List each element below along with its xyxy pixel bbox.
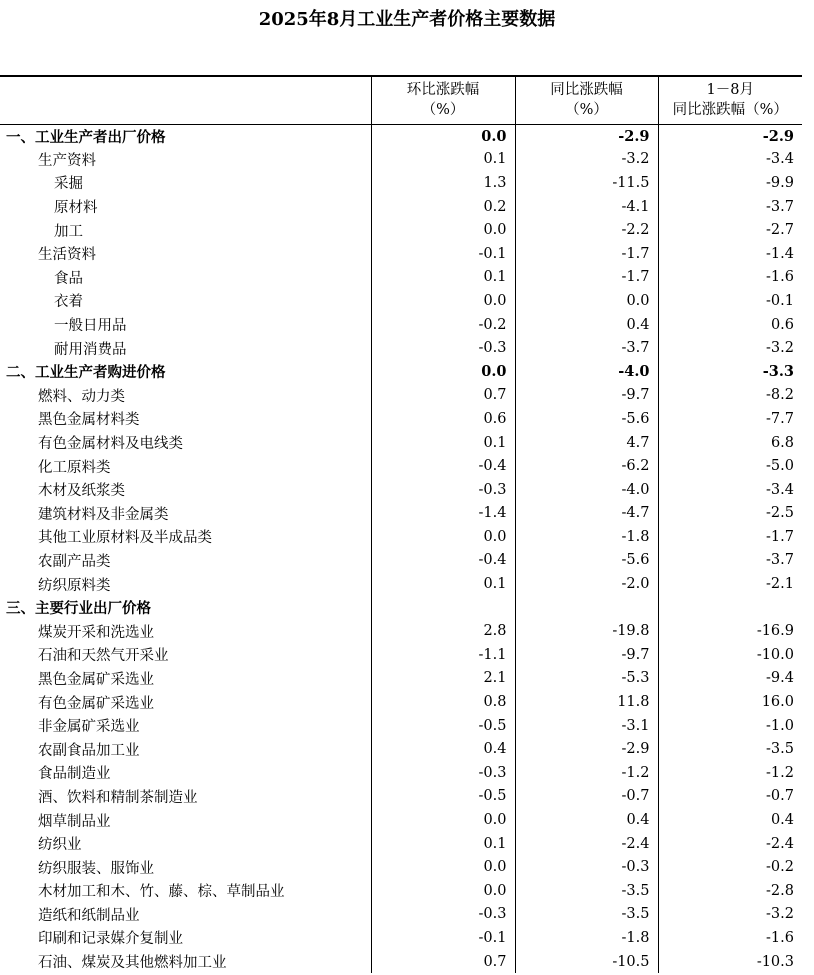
row-name: 纺织服装、服饰业 [38,860,154,877]
row-name: 黑色金属矿采选业 [38,671,154,688]
row-yoy-value [515,596,658,620]
table-row [0,454,802,478]
row-yoy-value: -6.2 [515,454,658,478]
row-name: 衣着 [54,294,83,311]
row-mom-value: 0.1 [371,832,515,856]
row-yoy-value: -0.7 [515,785,658,809]
row-yoy-value: -3.1 [515,714,658,738]
row-ytd-value [658,596,802,620]
row-ytd-value: -2.4 [658,832,802,856]
row-name: 采掘 [54,176,83,193]
table-row [0,903,802,927]
row-yoy-value: -5.6 [515,407,658,431]
row-mom-value: -0.3 [371,478,515,502]
row-yoy-value: -4.0 [515,360,658,384]
row-name: 有色金属材料及电线类 [38,436,183,453]
row-yoy-value: -1.2 [515,761,658,785]
table-row [0,525,802,549]
row-mom-value: 0.7 [371,950,515,974]
row-yoy-value: -3.7 [515,336,658,360]
table-row [0,171,802,195]
row-name: 烟草制品业 [38,813,111,830]
table-row [0,643,802,667]
row-mom-value: -0.3 [371,336,515,360]
row-yoy-value: -2.0 [515,572,658,596]
table-row [0,431,802,455]
table-row [0,879,802,903]
table-row [0,502,802,526]
header-yoy-line1: 同比涨跌幅 [550,82,623,99]
row-mom-value: 0.0 [371,855,515,879]
row-yoy-value: -3.5 [515,879,658,903]
header-mom [371,76,515,124]
row-mom-value: 0.6 [371,407,515,431]
row-ytd-value: -2.5 [658,502,802,526]
row-name: 二、工业生产者购进价格 [6,364,166,382]
row-yoy-value: -1.7 [515,242,658,266]
table-row [0,549,802,573]
row-ytd-value: -0.2 [658,855,802,879]
row-yoy-value: 11.8 [515,690,658,714]
row-name: 耐用消费品 [54,341,127,358]
row-mom-value: 0.8 [371,690,515,714]
row-ytd-value: -3.7 [658,195,802,219]
row-ytd-value: -3.4 [658,478,802,502]
row-name: 三、主要行业出厂价格 [6,600,151,618]
row-yoy-value: -5.3 [515,667,658,691]
row-name: 纺织业 [38,837,82,854]
header-yoy-line2: （%） [565,102,608,119]
table-row [0,808,802,832]
row-yoy-value: -1.8 [515,926,658,950]
row-name: 非金属矿采选业 [38,719,140,736]
row-name: 生产资料 [38,152,96,169]
row-mom-value: 0.0 [371,124,515,148]
row-mom-value: -0.2 [371,313,515,337]
row-ytd-value: -10.0 [658,643,802,667]
row-mom-value: 0.1 [371,266,515,290]
row-mom-value: 0.0 [371,879,515,903]
row-mom-value: -1.1 [371,643,515,667]
row-ytd-value: -1.7 [658,525,802,549]
row-ytd-value: -3.7 [658,549,802,573]
row-yoy-value: -3.2 [515,148,658,172]
row-ytd-value: -2.9 [658,124,802,148]
row-name: 生活资料 [38,247,96,264]
row-name: 食品制造业 [38,766,111,783]
row-name: 一、工业生产者出厂价格 [6,128,166,146]
row-mom-value: -0.4 [371,454,515,478]
row-name: 造纸和纸制品业 [38,907,140,924]
row-yoy-value: -2.9 [515,737,658,761]
row-yoy-value: -2.9 [515,124,658,148]
row-name: 木材加工和木、竹、藤、棕、草制品业 [38,884,285,901]
table-row [0,266,802,290]
row-ytd-value: 16.0 [658,690,802,714]
row-yoy-value: -19.8 [515,619,658,643]
row-ytd-value: -8.2 [658,384,802,408]
row-ytd-value: -9.4 [658,667,802,691]
row-ytd-value: 6.8 [658,431,802,455]
row-mom-value: 0.1 [371,431,515,455]
row-ytd-value: -1.6 [658,266,802,290]
row-mom-value [371,596,515,620]
table-row [0,714,802,738]
row-name: 加工 [54,223,83,240]
header-mom-line1: 环比涨跌幅 [406,82,480,99]
row-ytd-value: -1.2 [658,761,802,785]
table-row [0,313,802,337]
row-yoy-value: -4.1 [515,195,658,219]
row-name: 煤炭开采和洗选业 [38,624,154,641]
row-yoy-value: -4.7 [515,502,658,526]
table-row [0,384,802,408]
table-row [0,926,802,950]
row-mom-value: 0.0 [371,218,515,242]
table-row [0,690,802,714]
table-header-row [0,76,802,124]
row-name: 化工原料类 [38,459,111,476]
row-mom-value: -0.1 [371,242,515,266]
row-name: 其他工业原材料及半成品类 [38,530,212,547]
row-mom-value: 0.0 [371,289,515,313]
row-name: 燃料、动力类 [38,388,125,405]
table-row [0,785,802,809]
table-row [0,761,802,785]
row-ytd-value: -0.1 [658,289,802,313]
row-ytd-value: -2.1 [658,572,802,596]
price-data-table [0,75,802,973]
row-yoy-value: -1.8 [515,525,658,549]
row-yoy-value: 0.4 [515,313,658,337]
row-ytd-value: -9.9 [658,171,802,195]
row-name: 印刷和记录媒介复制业 [38,931,183,948]
row-mom-value: 0.1 [371,148,515,172]
row-mom-value: 0.0 [371,360,515,384]
table-row [0,478,802,502]
row-name: 农副食品加工业 [38,742,140,759]
row-yoy-value: 4.7 [515,431,658,455]
header-mom-line2: （%） [421,102,465,119]
row-name: 农副产品类 [38,553,111,570]
table-row [0,855,802,879]
row-mom-value: -0.5 [371,785,515,809]
row-ytd-value: -10.3 [658,950,802,974]
row-yoy-value: -0.3 [515,855,658,879]
row-mom-value: -0.3 [371,761,515,785]
row-ytd-value: -3.2 [658,903,802,927]
table-row [0,242,802,266]
row-mom-value: 0.0 [371,808,515,832]
row-name: 有色金属矿采选业 [38,695,154,712]
row-mom-value: 2.8 [371,619,515,643]
row-mom-value: -0.3 [371,903,515,927]
row-mom-value: 2.1 [371,667,515,691]
row-yoy-value: -4.0 [515,478,658,502]
row-name: 石油和天然气开采业 [38,648,169,665]
header-ytd-line2: 同比涨跌幅（%） [672,102,788,119]
table-row [0,572,802,596]
table-row [0,950,802,974]
table-row [0,124,802,148]
page-title: 2025年8月工业生产者价格主要数据 [258,9,556,30]
row-mom-value: -0.5 [371,714,515,738]
row-name: 纺织原料类 [38,577,111,594]
row-mom-value: 0.2 [371,195,515,219]
row-ytd-value: 0.4 [658,808,802,832]
row-mom-value: 0.1 [371,572,515,596]
row-yoy-value: 0.4 [515,808,658,832]
row-yoy-value: -3.5 [515,903,658,927]
table-row [0,407,802,431]
row-name: 建筑材料及非金属类 [38,506,169,523]
row-name: 黑色金属材料类 [38,412,140,429]
row-mom-value: 0.4 [371,737,515,761]
row-ytd-value: -1.6 [658,926,802,950]
header-blank [0,76,371,124]
row-name: 酒、饮料和精制茶制造业 [38,789,198,806]
row-yoy-value: -5.6 [515,549,658,573]
row-yoy-value: -1.7 [515,266,658,290]
row-ytd-value: -3.5 [658,737,802,761]
table-row [0,667,802,691]
row-mom-value: 0.0 [371,525,515,549]
row-name: 木材及纸浆类 [38,483,125,500]
table-row [0,195,802,219]
row-yoy-value: -9.7 [515,643,658,667]
row-ytd-value: -0.7 [658,785,802,809]
table-row [0,148,802,172]
row-name: 石油、煤炭及其他燃料加工业 [38,955,227,972]
row-yoy-value: -10.5 [515,950,658,974]
row-ytd-value: -3.4 [658,148,802,172]
row-yoy-value: -11.5 [515,171,658,195]
row-mom-value: -1.4 [371,502,515,526]
row-name: 食品 [54,270,83,287]
row-ytd-value: -1.4 [658,242,802,266]
table-row [0,218,802,242]
row-ytd-value: -3.3 [658,360,802,384]
row-yoy-value: -2.2 [515,218,658,242]
row-ytd-value: -7.7 [658,407,802,431]
row-yoy-value: 0.0 [515,289,658,313]
table-row [0,336,802,360]
row-ytd-value: -2.7 [658,218,802,242]
header-yoy [515,76,658,124]
header-ytd-line1: 1－8月 [706,82,754,99]
table-row [0,360,802,384]
table-row [0,596,802,620]
row-ytd-value: -2.8 [658,879,802,903]
row-ytd-value: -16.9 [658,619,802,643]
row-yoy-value: -2.4 [515,832,658,856]
table-row [0,737,802,761]
row-name: 一般日用品 [54,318,127,335]
row-ytd-value: -3.2 [658,336,802,360]
row-mom-value: -0.1 [371,926,515,950]
table-row [0,289,802,313]
table-row [0,619,802,643]
row-ytd-value: -1.0 [658,714,802,738]
row-yoy-value: -9.7 [515,384,658,408]
row-ytd-value: 0.6 [658,313,802,337]
row-mom-value: 0.7 [371,384,515,408]
row-name: 原材料 [54,200,98,217]
header-ytd [658,76,802,124]
row-ytd-value: -5.0 [658,454,802,478]
row-mom-value: 1.3 [371,171,515,195]
table-row [0,832,802,856]
row-mom-value: -0.4 [371,549,515,573]
